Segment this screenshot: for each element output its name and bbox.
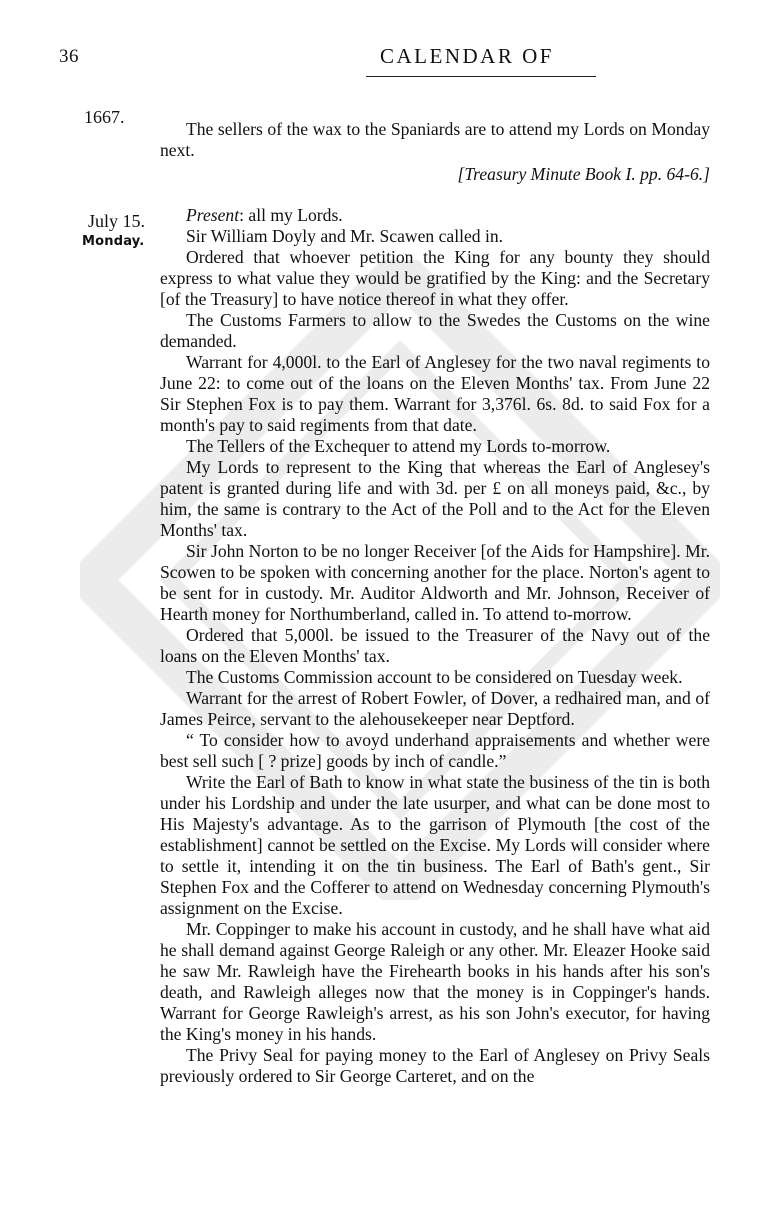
running-title: CALENDAR OF (380, 44, 554, 68)
paragraph: Warrant for 4,000l. to the Earl of Anglesey for the two naval regiments to June 22: to come out of the loans on the Eleven Months' tax. From June 22 Sir Stephen Fox is to pay them. Warrant for 3,376l. 6s. 8d. to said Fox for a month's pay to said regiments from that date. (160, 352, 710, 435)
paragraph: The Tellers of the Exchequer to attend my Lords to-morrow. (186, 436, 611, 456)
margin-day: Monday. (82, 234, 145, 249)
page-number: 36 (59, 46, 79, 67)
paragraph: “ To consider how to avoyd underhand appraisements and whether were best sell such [ ? prize] goods by inch of candle.” (160, 730, 710, 771)
present-rest: : all my Lords. (239, 205, 343, 225)
margin-year: 1667. (84, 107, 125, 127)
paragraph: Sir John Norton to be no longer Receiver [of the Aids for Hampshire]. Mr. Scowen to be spoken with concerning another for the place. Norton's agent to be sent for in custody. Mr. Auditor Aldworth and Mr. Johnson, Receiver of Hearth money for Northumberland, called in. To attend to-morrow. (160, 541, 710, 624)
paragraph: The Customs Commission account to be considered on Tuesday week. (186, 667, 683, 687)
paragraph: Write the Earl of Bath to know in what state the business of the tin is both under his Lordship and under the late usurper, and what can be done most to His Majesty's advantage. As to the garrison of Plymouth [the cost of the establishment] cannot be settled on the Excise. My Lords will consider where to settle it, intending it on the tin business. The Earl of Bath's gent., Sir Stephen Fox and the Cofferer to attend on Wednesday concerning Plymouth's assignment on the Excise. (160, 772, 710, 918)
header-rule (366, 76, 596, 77)
paragraph: Mr. Coppinger to make his account in custody, and he shall have what aid he shall demand against George Raleigh or any other. Mr. Eleazer Hooke said he saw Mr. Rawleigh have the Firehearth books in his hands after his son's death, and Rawleigh alleges now that the money is in Coppinger's hands. Warrant for George Rawleigh's arrest, as his son John's executor, for having the King's money in his hands. (160, 919, 710, 1044)
paragraph: The Privy Seal for paying money to the Earl of Anglesey on Privy Seals previously ordered to Sir George Carteret, and on the (160, 1045, 710, 1086)
margin-date: July 15. (88, 211, 146, 231)
paragraph: Ordered that whoever petition the King for any bounty they should express to what value they would be gratified by the King: and the Secretary [of the Treasury] to have notice thereof in what they offer. (160, 247, 710, 309)
paragraph: Sir William Doyly and Mr. Scawen called in. (186, 226, 504, 246)
document-body (160, 119, 710, 1087)
paragraph: My Lords to represent to the King that whereas the Earl of Anglesey's patent is granted during life and with 3d. per £ on all moneys paid, &c., by him, the same is contrary to the Act of the Poll and to the Act for the Eleven Months' tax. (160, 457, 710, 540)
paragraph: The sellers of the wax to the Spaniards are to attend my Lords on Monday next. (160, 119, 710, 160)
paragraph: Ordered that 5,000l. be issued to the Treasurer of the Navy out of the loans on the Eleven Months' tax. (160, 625, 710, 666)
paragraph: The Customs Farmers to allow to the Swedes the Customs on the wine demanded. (160, 310, 710, 351)
present-line (160, 205, 710, 226)
paragraph: Warrant for the arrest of Robert Fowler, of Dover, a redhaired man, and of James Peirce, servant to the alehousekeeper near Deptford. (160, 688, 710, 729)
citation: [Treasury Minute Book I. pp. 64-6.] (457, 164, 710, 184)
present-label: Present (186, 205, 240, 225)
